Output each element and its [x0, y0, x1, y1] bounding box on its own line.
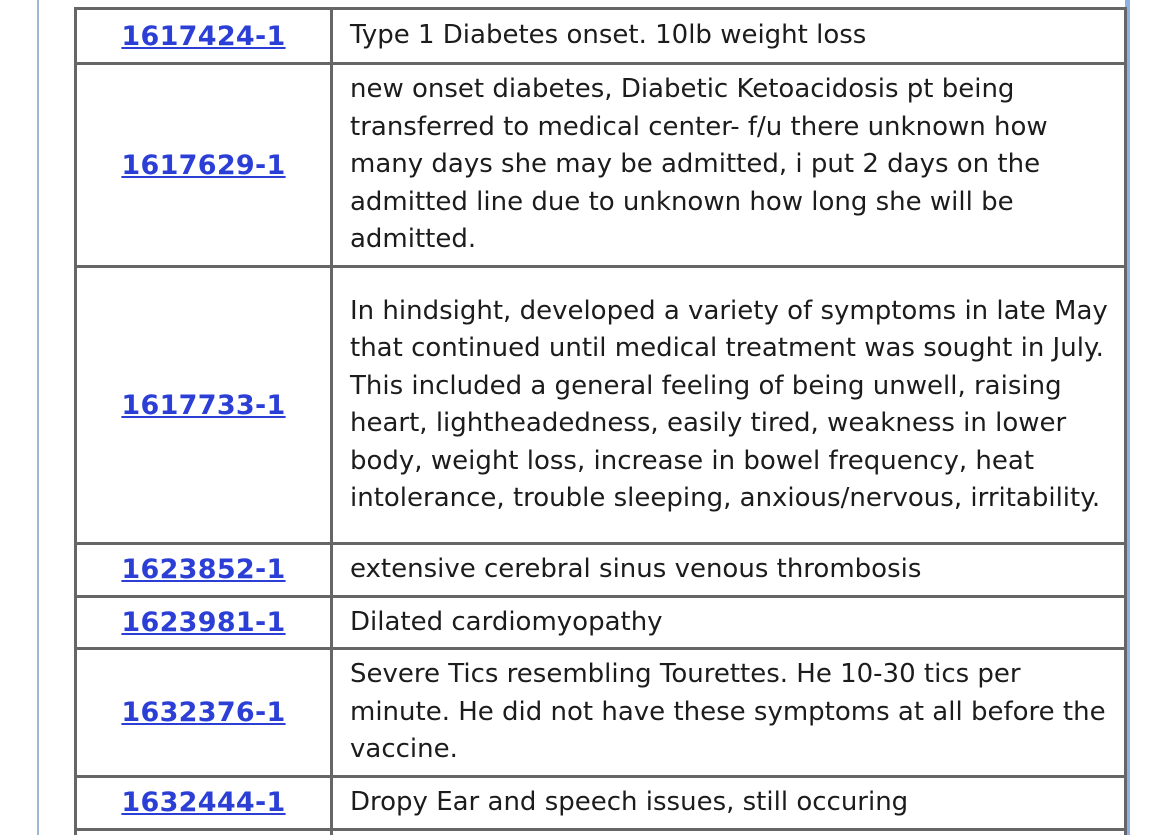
report-description-cell: Type 1 Diabetes onset. 10lb weight loss [332, 9, 1126, 64]
report-id-cell [76, 267, 332, 544]
reports-table-container [74, 7, 1127, 835]
report-description-cell: Severe Tics resembling Tourettes. He 10-30 tics per minute. He did not have these symptoms at all before the vaccine. [332, 649, 1126, 777]
report-description-cell: new onset diabetes, Diabetic Ketoacidosis pt being transferred to medical center- f/u there unknown how many days she may be admitted, i put 2 days on the admitted line due to unknown how long she will be admitted. [332, 64, 1126, 267]
report-id-cell [76, 544, 332, 597]
report-id-link[interactable]: 1623852-1 [121, 554, 286, 586]
report-id-cell [76, 649, 332, 777]
report-id-link[interactable]: 1617424-1 [121, 20, 286, 52]
table-row [76, 777, 1126, 830]
report-id-link[interactable]: 1632444-1 [121, 787, 286, 819]
report-id-link[interactable]: 1623981-1 [121, 606, 286, 638]
report-description-cell: extensive cerebral sinus venous thrombosis [332, 544, 1126, 597]
report-id-link[interactable]: 1632376-1 [121, 697, 286, 728]
frame-border-left [37, 0, 39, 835]
reports-table [74, 7, 1127, 835]
table-row [76, 649, 1126, 777]
table-row [76, 596, 1126, 649]
report-id-cell [76, 596, 332, 649]
report-id-link[interactable]: 1617629-1 [121, 149, 286, 181]
table-row [76, 267, 1126, 544]
report-id-cell [76, 9, 332, 64]
report-description-cell [332, 829, 1126, 835]
table-row [76, 544, 1126, 597]
report-id-link[interactable]: 1617733-1 [121, 389, 286, 421]
report-description-cell: Dilated cardiomyopathy [332, 596, 1126, 649]
report-id-cell [76, 829, 332, 835]
report-id-cell [76, 64, 332, 267]
table-row [76, 64, 1126, 267]
table-row [76, 9, 1126, 64]
report-description-cell: Dropy Ear and speech issues, still occuring [332, 777, 1126, 830]
report-description-cell: In hindsight, developed a variety of symptoms in late May that continued until medical treatment was sought in July. This included a general feeling of being unwell, raising heart, lightheadedness, easily tired, weakness in lower body, weight loss, increase in bowel frequency, heat intolerance, trouble sleeping, anxious/nervous, irritability. [332, 267, 1126, 544]
table-row [76, 829, 1126, 835]
report-id-cell [76, 777, 332, 830]
